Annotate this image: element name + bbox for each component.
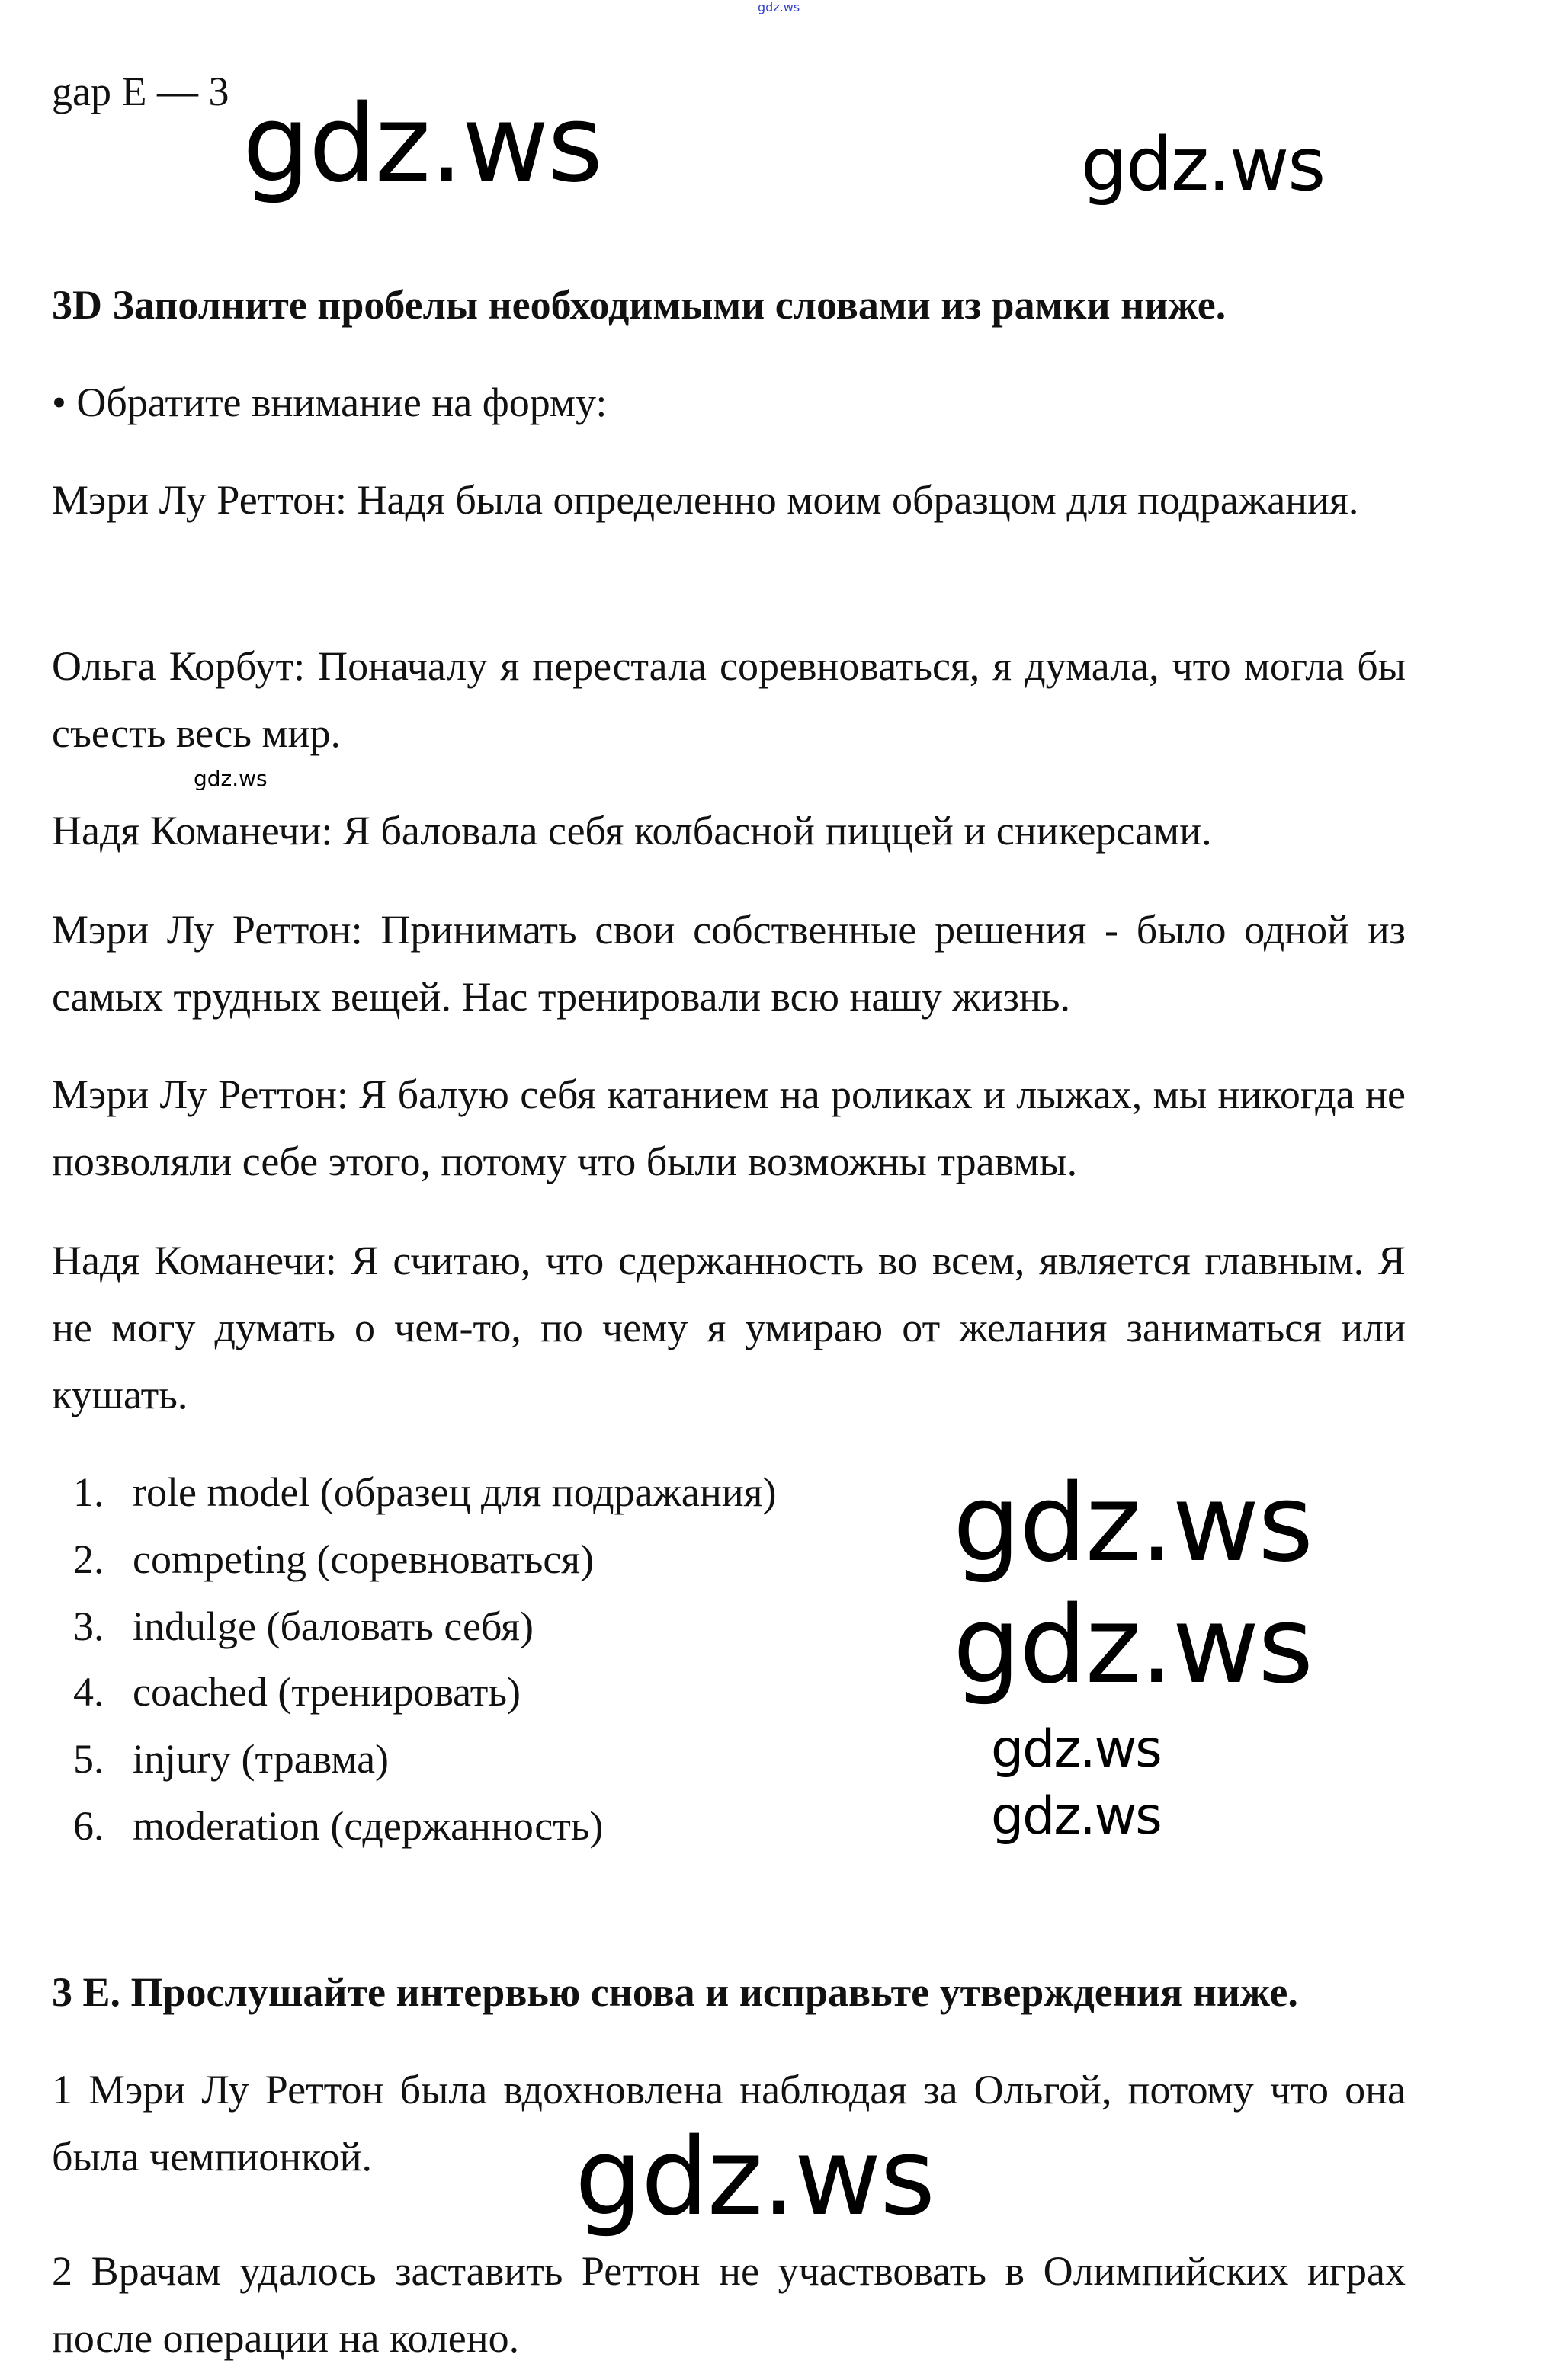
answer-text: injury (травма) — [133, 1736, 390, 1782]
paragraph: Надя Команечи: Я баловала себя колбасной пиццей и сникерсами. — [52, 808, 1212, 854]
answer-item — [73, 1658, 521, 1725]
answer-item — [73, 1725, 389, 1792]
answer-item — [73, 1459, 777, 1526]
paragraph: Мэри Лу Реттон: Принимать свои собственные решения - было одной из самых трудных вещей. Нас тренировали всю нашу жизнь. — [52, 907, 1406, 1020]
answer-item — [73, 1792, 603, 1859]
answer-number: 1. — [73, 1469, 104, 1515]
answer-number: 2. — [73, 1536, 104, 1582]
section-3d-note: • Обратите внимание на форму: — [52, 380, 608, 425]
paragraph: Надя Команечи: Я считаю, что сдержанность во всем, является главным. Я не могу думать о чем-то, по чему я умираю от желания заниматься или кушать. — [52, 1238, 1406, 1417]
answer-text: coached (тренировать) — [133, 1669, 521, 1715]
watermark: gdz.ws — [953, 1584, 1313, 1708]
answer-text: indulge (баловать себя) — [133, 1603, 534, 1649]
watermark: gdz.ws — [194, 766, 268, 791]
watermark: gdz.ws — [991, 1786, 1161, 1847]
answer-text: competing (соревноваться) — [133, 1536, 595, 1582]
page-header-label: gap E — 3 — [52, 69, 229, 114]
watermark-top-small: gdz.ws — [758, 0, 800, 14]
section-3d-title: 3D Заполните пробелы необходимыми словами из рамки ниже. — [52, 282, 1227, 328]
paragraph: Мэри Лу Реттон: Надя была определенно моим образцом для подражания. — [52, 477, 1359, 523]
watermark: gdz.ws — [575, 2116, 935, 2240]
watermark: gdz.ws — [953, 1462, 1313, 1586]
statement: 2 Врачам удалось заставить Реттон не участвовать в Олимпийских играх после операции на колено. — [52, 2248, 1406, 2361]
watermark: gdz.ws — [242, 82, 602, 207]
answer-text: role model (образец для подражания) — [133, 1469, 777, 1515]
paragraph: Ольга Корбут: Поначалу я перестала соревноваться, я думала, что могла бы съесть весь мир. — [52, 643, 1406, 756]
watermark: gdz.ws — [1081, 122, 1325, 207]
answer-item — [73, 1593, 534, 1660]
section-3e-title: 3 E. Прослушайте интервью снова и исправьте утверждения ниже. — [52, 1969, 1298, 2015]
watermark: gdz.ws — [991, 1719, 1161, 1779]
answer-number: 6. — [73, 1803, 104, 1849]
statement: 1 Мэри Лу Реттон была вдохновлена наблюдая за Ольгой, потому что она была чемпионкой. — [52, 2067, 1406, 2180]
answer-number: 3. — [73, 1603, 104, 1649]
answer-text: moderation (сдержанность) — [133, 1803, 604, 1849]
answer-item — [73, 1526, 594, 1593]
answer-number: 4. — [73, 1669, 104, 1715]
answer-number: 5. — [73, 1736, 104, 1782]
paragraph: Мэри Лу Реттон: Я балую себя катанием на роликах и лыжах, мы никогда не позволяли себе этого, потому что были возможны травмы. — [52, 1071, 1406, 1184]
